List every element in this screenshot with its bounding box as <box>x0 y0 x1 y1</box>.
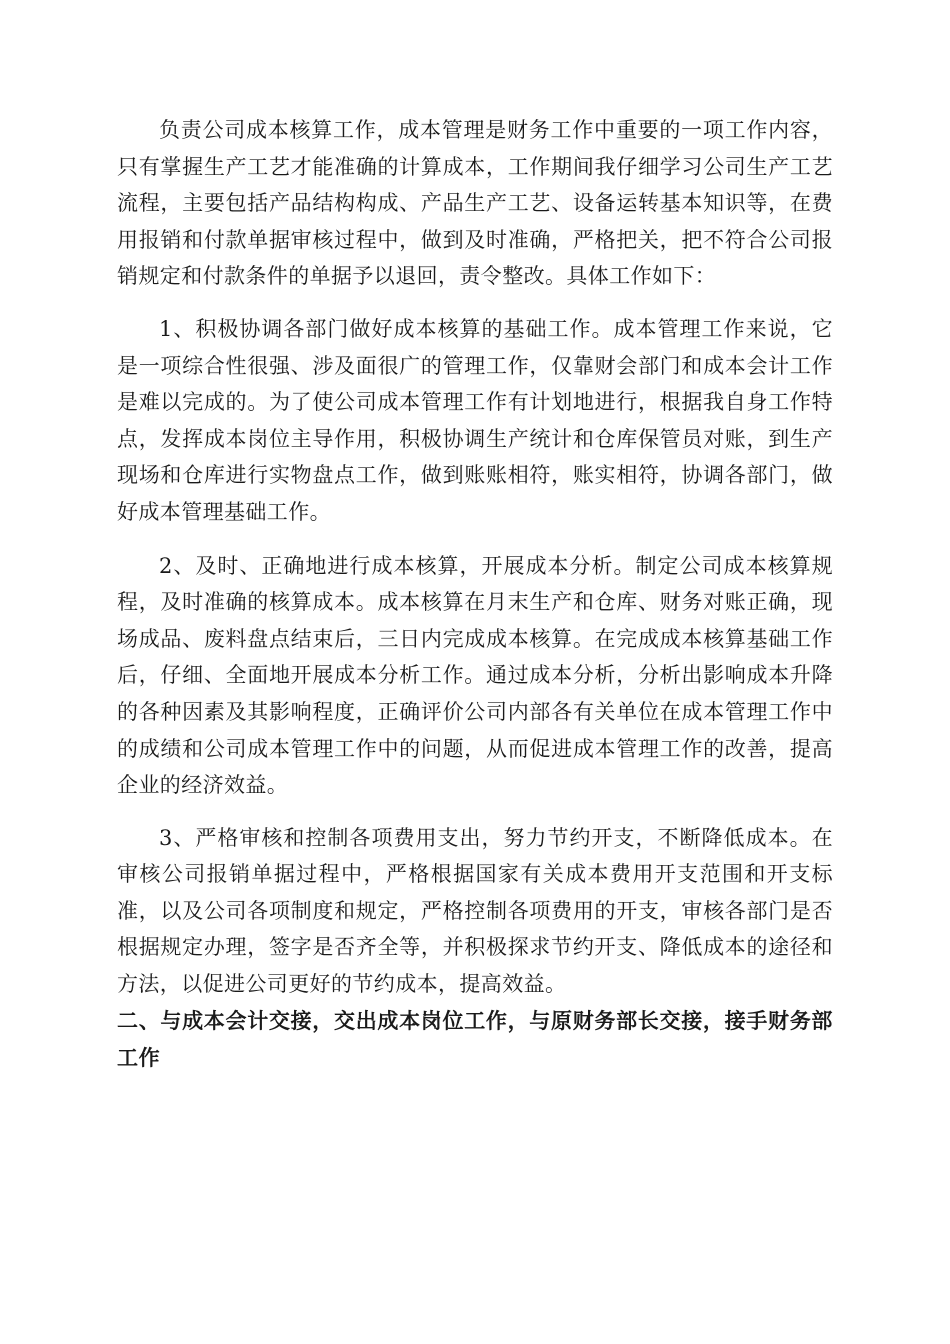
paragraph-cost-accounting-intro: 负责公司成本核算工作，成本管理是财务工作中重要的一项工作内容，只有掌握生产工艺才能准确的计算成本，工作期间我仔细学习公司生产工艺流程，主要包括产品结构构成、产品生产工艺、设备运转基本知识等，在费用报销和付款单据审核过程中，做到及时准确，严格把关，把不符合公司报销规定和付款条件的单据予以退回，责令整改。具体工作如下： <box>117 118 833 289</box>
paragraph-item-2-cost-analysis: 2、及时、正确地进行成本核算，开展成本分析。制定公司成本核算规程，及时准确的核算成本。成本核算在月末生产和仓库、财务对账正确，现场成品、废料盘点结束后，三日内完成成本核算。在完成成本核算基础工作后，仔细、全面地开展成本分析工作。通过成本分析，分析出影响成本升降的各种因素及其影响程度，正确评价公司内部各有关单位在成本管理工作中的成绩和公司成本管理工作中的问题，从而促进成本管理工作的改善，提高企业的经济效益。 <box>117 553 833 798</box>
paragraph-item-1-coordination: 1、积极协调各部门做好成本核算的基础工作。成本管理工作来说，它是一项综合性很强、涉及面很广的管理工作，仅靠财会部门和成本会计工作是难以完成的。为了使公司成本管理工作有计划地进行，根据我自身工作特点，发挥成本岗位主导作用，积极协调生产统计和仓库保管员对账，到生产现场和仓库进行实物盘点工作，做到账账相符，账实相符，协调各部门，做好成本管理基础工作。 <box>117 316 833 524</box>
paragraph-item-3-expense-control: 3、严格审核和控制各项费用支出，努力节约开支，不断降低成本。在审核公司报销单据过程中，严格根据国家有关成本费用开支范围和开支标准，以及公司各项制度和规定，严格控制各项费用的开支，审核各部门是否根据规定办理，签字是否齐全等，并积极探求节约开支、降低成本的途径和方法，以促进公司更好的节约成本，提高效益。 <box>117 825 833 997</box>
section-heading-handover: 二、与成本会计交接，交出成本岗位工作，与原财务部长交接，接手财务部工作 <box>117 1008 833 1070</box>
document-page <box>117 112 833 1077</box>
